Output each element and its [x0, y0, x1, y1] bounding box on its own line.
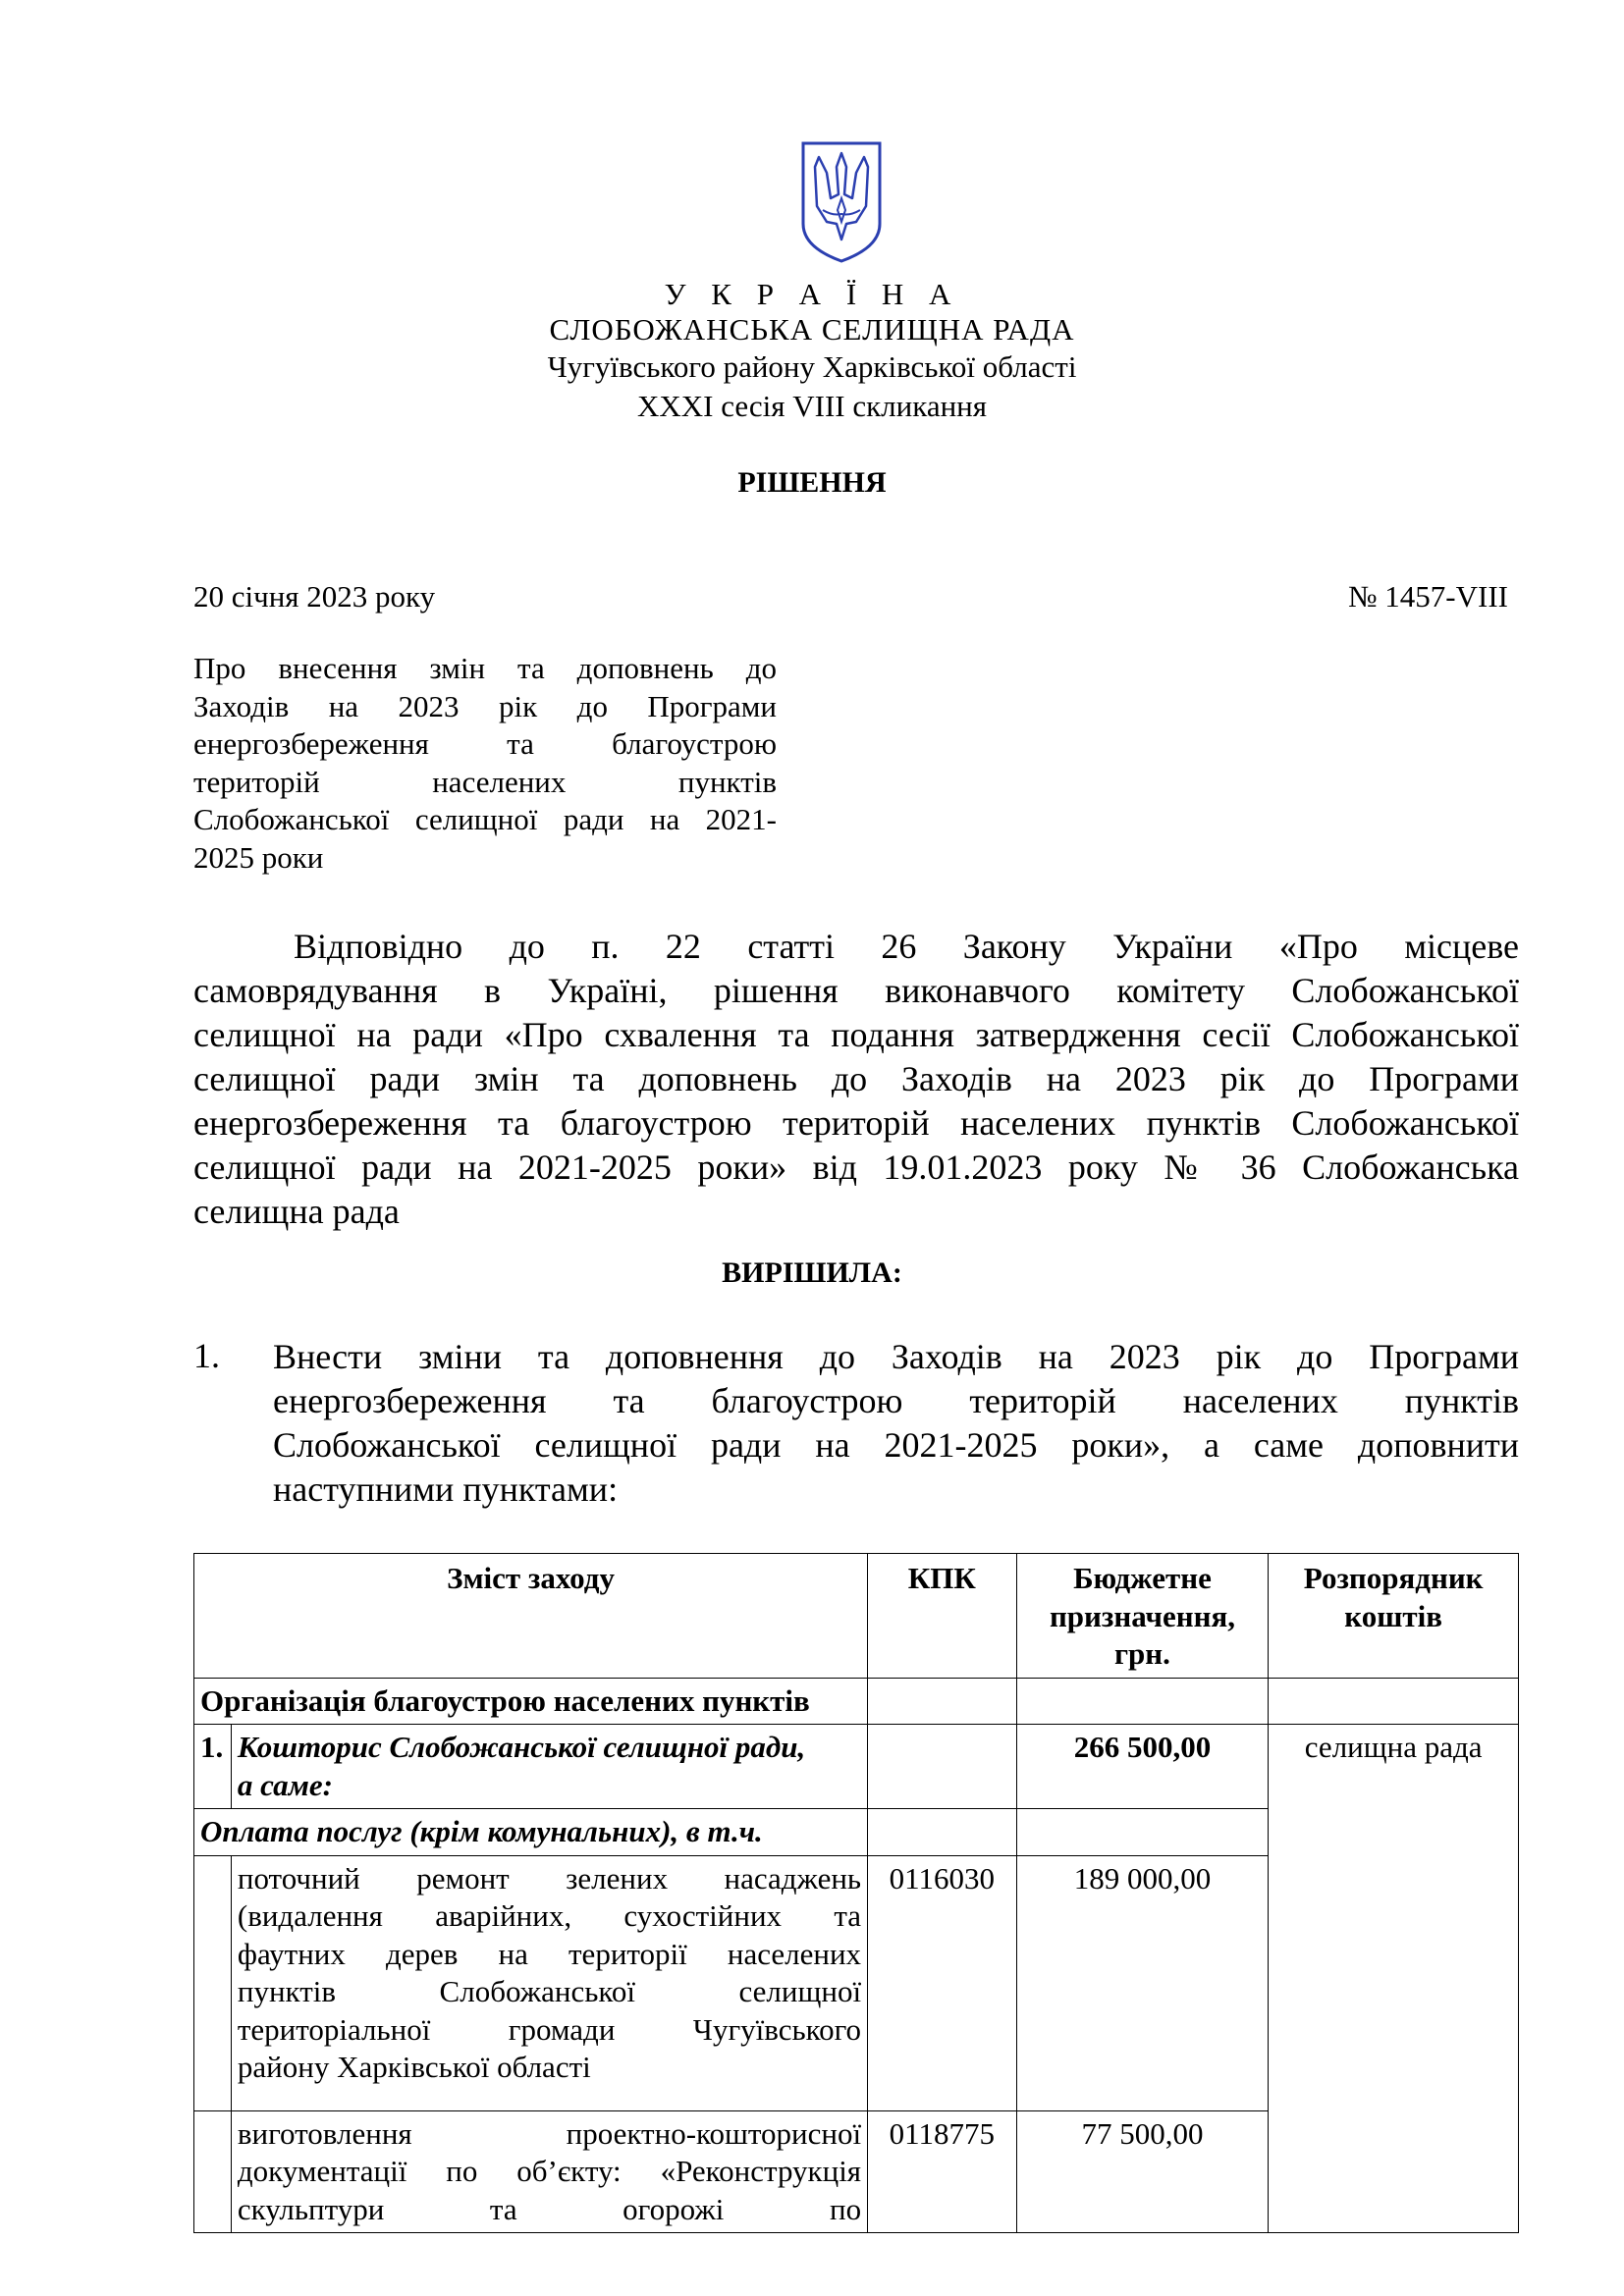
preamble-line: селищної ради змін та доповнень до Заходів на 2023 рік до Програми: [193, 1059, 1519, 1098]
subsection-title: Оплата послуг (крім комунальних), в т.ч.: [194, 1809, 868, 1856]
subject-line: Заходів на 2023 рік до Програми: [193, 688, 777, 723]
row-budget: 77 500,00: [1016, 2110, 1269, 2233]
item-line: енергозбереження та благоустрою територій населених пунктів: [273, 1381, 1519, 1420]
subject-line: Про внесення змін та доповнень до: [193, 651, 777, 685]
subject-line: Слобожанської селищної ради на 2021-: [193, 802, 777, 836]
subject-line: енергозбереження та благоустрою: [193, 726, 777, 761]
header-kpk: КПК: [868, 1554, 1017, 1679]
row-text-line: Кошторис Слобожанської селищної ради,: [237, 1730, 806, 1764]
table-header-row: [194, 1554, 1519, 1679]
row-text-line: (видалення аварійних, сухостійних та: [237, 1898, 862, 1933]
row-text-line: пунктів Слобожанської селищної: [237, 1974, 862, 2008]
district-heading: Чугуївського району Харківської області: [547, 349, 1077, 384]
row-text: [231, 2110, 867, 2233]
header-budget: Бюджетне призначення, грн.: [1016, 1554, 1269, 1679]
subject-line: територій населених пунктів: [193, 764, 777, 799]
empty-cell: [194, 2110, 232, 2233]
row-text-line: документації по об’єкту: «Реконструкція: [237, 2154, 862, 2188]
empty-cell: [1016, 1678, 1269, 1725]
item-line: Внести зміни та доповнення до Заходів на 2023 рік до Програми: [273, 1337, 1519, 1376]
row-text: [231, 1855, 867, 2110]
row-admin: селищна рада: [1269, 1725, 1519, 2233]
row-kpk: 0116030: [868, 1855, 1017, 2110]
row-text-line: а саме:: [237, 1767, 333, 1802]
row-text-line: виготовлення проектно-кошторисної: [237, 2115, 862, 2151]
empty-cell: [868, 1809, 1017, 1856]
row-number: 1.: [194, 1725, 232, 1809]
empty-cell: [868, 1678, 1017, 1725]
preamble-line: селищної на ради «Про схвалення та подання затвердження сесії Слобожанської: [193, 1015, 1519, 1054]
empty-cell: [1269, 1678, 1519, 1725]
row-text-line: фаутних дерев на території населених: [237, 1936, 862, 1971]
preamble-line: самоврядування в Україні, рішення виконавчого комітету Слобожанської: [193, 971, 1519, 1010]
preamble-line: Відповідно до п. 22 статті 26 Закону України «Про місцеве: [294, 927, 1519, 966]
empty-cell: [1016, 1809, 1269, 1856]
council-heading: СЛОБОЖАНСЬКА СЕЛИЩНА РАДА: [549, 312, 1075, 347]
empty-cell: [868, 1725, 1017, 1809]
preamble-line: селищної ради на 2021-2025 роки» від 19.01.2023 року № 36 Слобожанська: [193, 1148, 1519, 1187]
item-text: [273, 1335, 1519, 1512]
row-text-line: територіальної громади Чугуївського: [237, 2011, 862, 2047]
session-heading: XXXI сесія VIII скликання: [636, 389, 988, 423]
preamble-line: селищна рада: [193, 1192, 400, 1231]
table-row: [194, 1678, 1519, 1725]
coat-of-arms-emblem: [797, 137, 886, 265]
row-text-line: скульптури та огорожі по: [237, 2191, 862, 2226]
decision-date: 20 січня 2023 року: [193, 579, 436, 614]
table-row: [194, 1725, 1519, 1809]
header-content: Зміст заходу: [194, 1554, 868, 1679]
item-line: наступними пунктами:: [273, 1469, 619, 1509]
document-type-title: РІШЕННЯ: [737, 466, 887, 499]
row-budget: 266 500,00: [1016, 1725, 1269, 1809]
decision-number: № 1457-VIII: [1347, 579, 1508, 614]
preamble-line: енергозбереження та благоустрою територій населених пунктів Слобожанської: [193, 1103, 1519, 1143]
row-text-line: району Харківської області: [237, 2050, 591, 2084]
measures-table: [193, 1553, 1519, 2233]
row-text: [231, 1725, 867, 1809]
subject-line: 2025 роки: [193, 839, 324, 875]
header-admin: Розпорядник коштів: [1269, 1554, 1519, 1679]
row-kpk: 0118775: [868, 2110, 1017, 2233]
decided-heading: ВИРІШИЛА:: [722, 1256, 902, 1289]
item-number: 1.: [193, 1336, 220, 1375]
section-title: Організація благоустрою населених пунктів: [194, 1678, 868, 1725]
item-line: Слобожанської селищної ради на 2021-2025 роки», а саме доповнити: [273, 1425, 1519, 1465]
preamble-paragraph: [193, 925, 1519, 1234]
decision-subject: [193, 650, 777, 877]
row-text-line: поточний ремонт зелених насаджень: [237, 1860, 862, 1896]
country-heading: У К Р А Ї Н А: [664, 277, 960, 311]
empty-cell: [194, 1855, 232, 2110]
row-budget: 189 000,00: [1016, 1855, 1269, 2110]
